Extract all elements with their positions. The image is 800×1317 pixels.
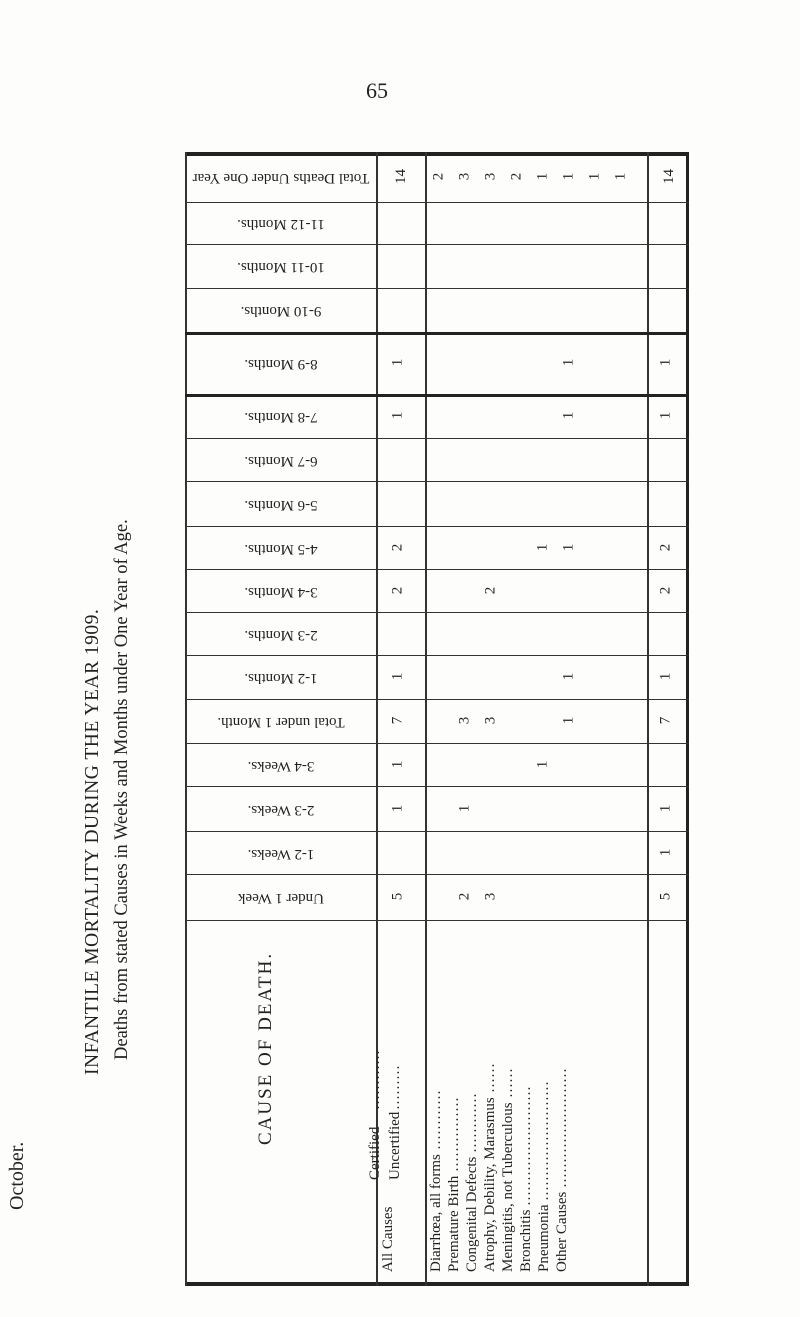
total-cell: 7 [657,716,674,725]
cause-dots: …………………… [536,1080,552,1201]
cause-label: Diarrhœa, all forms [428,1154,444,1272]
total-cell: 5 [657,892,674,901]
cause-label: Pneumonia [536,1204,552,1272]
cause-cell: 2 [456,892,473,901]
column-header [185,831,376,874]
cause-of-death-header: CAUSE OF DEATH. [255,951,276,1145]
column-header [185,481,376,526]
cause-cell: 1 [560,411,577,420]
column-header-label: 11-12 Months. [236,215,325,232]
column-header-label: 1-2 Months. [243,669,318,686]
cause-dots: ………… [464,1092,480,1153]
certified-label: Certified [367,1126,383,1180]
column-header [185,332,376,394]
total-cell: 14 [661,169,677,184]
total-cell: 2 [657,586,674,594]
all-causes-cell: 7 [389,716,406,725]
column-header [185,244,376,288]
all-causes-cell: 1 [389,411,406,420]
column-header [185,526,376,569]
total-cell: 1 [657,358,674,367]
total-cell: 1 [657,672,674,681]
all-causes-cell: 14 [393,169,409,184]
column-header-label: 10-11 Months. [236,258,325,275]
cause-cell: 1 [560,172,577,181]
cause-label: Premature Birth [446,1175,462,1272]
page-subtitle: Deaths from stated Causes in Weeks and Months under One Year of Age. [112,519,132,1060]
column-header [185,569,376,612]
total-cell: 1 [657,848,674,856]
cause-cell: 1 [534,543,551,551]
cause-label: Congenital Defects [464,1156,480,1272]
all-causes-cell: 1 [389,804,406,812]
column-header-label: 3-4 Months. [243,583,318,600]
total-cell: 1 [657,804,674,812]
cause-cell: 3 [456,716,473,725]
column-header-label: Under 1 Week [237,889,324,906]
page-title: INFANTILE MORTALITY DURING THE YEAR 1909. [82,608,103,1075]
page-number: 65 [366,78,388,103]
column-header-label: 7-8 Months. [243,408,318,425]
cause-label: Atrophy, Debility, Marasmus [482,1097,498,1272]
column-header [185,655,376,699]
column-header [185,202,376,244]
column-header [185,786,376,831]
row-divider [185,920,689,921]
all-causes-cell: 2 [389,543,406,551]
total-cell: 2 [657,543,674,551]
cause-cell: 1 [586,172,603,181]
total-cell: 1 [657,411,674,420]
column-header-label: 5-6 Months. [243,496,318,513]
cause-dots: …………… [446,1096,462,1172]
all-causes-cell: 1 [389,672,406,681]
cause-label: Meningitis, not Tuberculous [500,1102,516,1272]
all-causes-label: All Causes [380,1206,396,1272]
cause-cell: 1 [560,358,577,367]
table-border-right [686,152,689,1286]
cause-cell: 2 [430,172,447,181]
cause-cell: 3 [482,892,499,901]
cause-dots: …………………… [554,1067,570,1188]
cause-dots: …… [500,1068,516,1099]
column-header [185,874,376,920]
column-header-label: 2-3 Weeks. [247,801,314,818]
column-header-label: Total under 1 Month. [216,713,345,730]
cause-dots: …………………… [518,1085,534,1206]
column-header [185,612,376,655]
column-header [185,699,376,743]
all-causes-cell: 1 [389,760,406,768]
divider-header [376,152,378,1286]
cause-cell: 1 [560,672,577,681]
column-header-label: 3-4 Weeks. [247,757,314,774]
column-header-label: 9-10 Months. [240,302,321,319]
divider-causes [647,152,649,1286]
column-header [185,288,376,332]
cause-cell: 3 [456,172,473,181]
cause-dots: ………… [428,1090,444,1151]
column-header [185,394,376,438]
cause-cell: 3 [482,716,499,725]
column-header-label: 6-7 Months. [243,452,318,469]
cause-cell: 1 [534,760,551,768]
cause-cell: 1 [560,716,577,725]
column-header-label: 4-5 Months. [243,540,318,557]
cause-cell: 2 [508,172,525,181]
certified-dots: ………… [367,1050,383,1110]
column-header [185,743,376,786]
cause-cell: 1 [456,804,473,812]
column-header [185,438,376,481]
cause-cell: 2 [482,586,499,594]
cause-label: Other Causes [554,1191,570,1272]
column-header-label: 2-3 Months. [243,626,318,643]
all-causes-cell: 2 [389,586,406,594]
column-header [185,152,376,202]
all-causes-cell: 1 [389,358,406,367]
divider-all-causes [425,152,427,1286]
cause-dots: …… [482,1063,498,1094]
column-header-label: Total Deaths Under One Year [192,169,369,186]
cause-cell: 1 [534,172,551,181]
table-border-bottom [185,1282,689,1286]
all-causes-cell: 5 [389,892,406,901]
cause-cell: 1 [612,172,629,181]
column-header-label: 1-2 Weeks. [247,845,314,862]
uncertified-label: Uncertified [387,1111,403,1180]
cause-cell: 3 [482,172,499,181]
column-header-label: 8-9 Months. [243,355,318,372]
cause-label: Bronchitis [518,1209,534,1272]
month-label: October. [6,1141,28,1210]
uncertified-dots: ……… [387,1065,403,1110]
cause-cell: 1 [560,543,577,551]
